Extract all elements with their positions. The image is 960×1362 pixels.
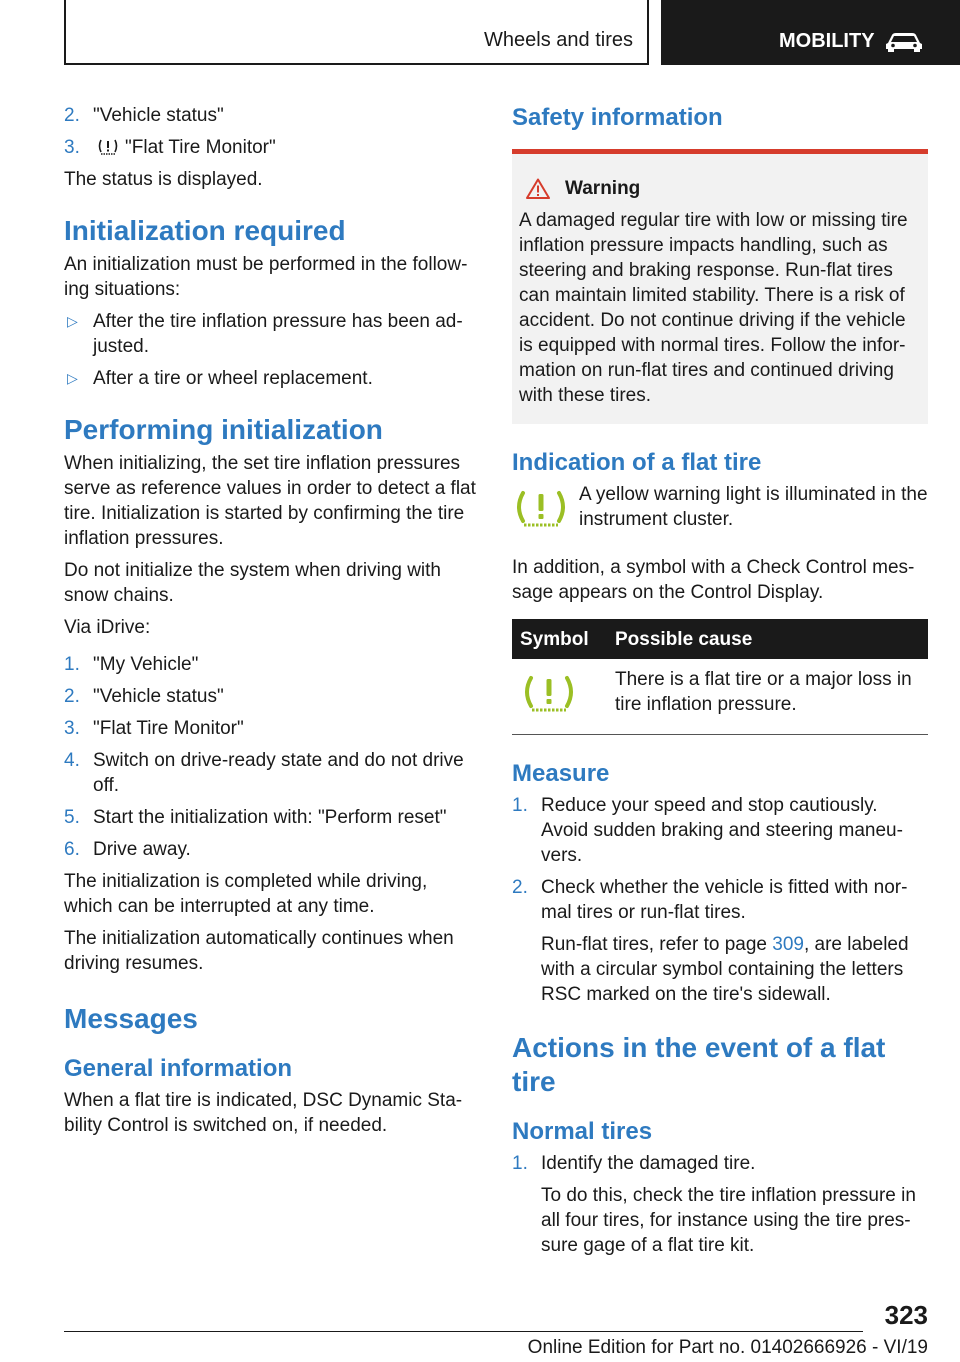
heading-indication-flat-tire: Indication of a flat tire xyxy=(512,449,762,476)
performing-p1: When initializing, the set tire inflation pressures serve as reference values in order to detect a flat tire. Initialization is started by confirming the tire inflation pressures. xyxy=(64,453,476,549)
list-item: 4. Switch on drive-ready state and do not drive off. xyxy=(64,750,464,796)
actions-steps xyxy=(512,1151,928,1258)
performing-p5: The initialization automatically continues when driving resumes. xyxy=(64,928,454,974)
tpms-warning-icon xyxy=(512,488,570,528)
performing-p3: Via iDrive: xyxy=(64,617,151,638)
heading-initialization-required: Initialization required xyxy=(64,215,346,246)
header-section-title: Wheels and tires xyxy=(484,29,633,51)
messages-text: When a flat tire is indicated, DSC Dynamic Sta‐bility Control is switched on, if needed. xyxy=(64,1090,463,1136)
heading-safety-information: Safety information xyxy=(512,104,723,131)
page-number: 323 xyxy=(884,1300,928,1330)
actions-step1-detail: To do this, check the tire inflation pressure in all four tires, for instance using the tire pres‐sure gage of a flat tire kit. xyxy=(541,1185,916,1256)
list-item: 2. Check whether the vehicle is fitted with nor‐mal tires or run-flat tires. Run-flat tires, refer to page 309, are labeled with a circular symbol containing the letters RSC marked on the tire's sidewall. xyxy=(512,875,928,1007)
left-column xyxy=(64,103,478,1145)
list-item: 2. "Vehicle status" xyxy=(64,105,224,126)
status-text: The status is displayed. xyxy=(64,169,263,190)
measure-step2-detail: Run-flat tires, refer to page 309, are labeled with a circular symbol containing the letters RSC marked on the tire's sidewall. xyxy=(541,934,909,1005)
edition-text: Online Edition for Part no. 01402666926 - VI/19 xyxy=(527,1337,928,1358)
heading-performing-initialization: Performing initialization xyxy=(64,414,383,445)
performing-p2: Do not initialize the system when driving with snow chains. xyxy=(64,560,442,606)
heading-actions-flat-tire: Actions in the event of a flat tire xyxy=(512,1032,886,1097)
init-required-list xyxy=(64,309,478,391)
indication-icon-text: A yellow warning light is illuminated in the instrument cluster. xyxy=(579,484,928,530)
heading-general-information: General information xyxy=(64,1055,293,1082)
footer-divider xyxy=(64,1331,863,1332)
list-item: 2. "Vehicle status" xyxy=(64,686,224,707)
right-column xyxy=(512,103,928,1265)
warning-box xyxy=(512,149,928,424)
heading-messages: Messages xyxy=(64,1003,198,1034)
triangle-bullet-icon: ▷ xyxy=(67,370,78,386)
warning-title-row xyxy=(519,176,920,201)
list-item: 3. "Flat Tire Monitor" xyxy=(64,718,244,739)
heading-measure: Measure xyxy=(512,760,610,787)
list-item: 1. "My Vehicle" xyxy=(64,654,199,675)
indication-p1: In addition, a symbol with a Check Control mes‐sage appears on the Control Display. xyxy=(512,557,915,603)
page-reference-link[interactable]: 309 xyxy=(772,934,804,955)
warning-title: Warning xyxy=(565,178,641,199)
list-item: 5. Start the initialization with: "Perform reset" xyxy=(64,807,447,828)
warning-text: A damaged regular tire with low or missing tire inflation pressure impacts handling, such as steering and braking response. Run-flat tires can maintain limited stability. There is a risk of accident. Do not continue driving if the vehicle is equipped with normal tires. Follow the infor‐mation on run-flat tires and continued driving with these tires. xyxy=(519,210,908,406)
header-chapter-title: MOBILITY xyxy=(779,30,875,52)
idrive-steps xyxy=(64,652,478,862)
table-row xyxy=(512,659,928,735)
list-item: ▷ After the tire inflation pressure has been ad‐justed. xyxy=(67,311,463,357)
list-item: 3. "Flat Tire Monitor" xyxy=(64,137,276,158)
warning-triangle-icon xyxy=(526,178,550,199)
tpms-warning-icon xyxy=(520,673,578,713)
heading-normal-tires: Normal tires xyxy=(512,1118,653,1145)
list-item-text: "Flat Tire Monitor" xyxy=(125,137,276,158)
measure-steps xyxy=(512,793,928,1007)
triangle-bullet-icon: ▷ xyxy=(67,313,78,329)
table-header-symbol: Symbol xyxy=(512,619,607,659)
car-icon xyxy=(884,29,924,53)
list-item: 1. Reduce your speed and stop cautiously. Avoid sudden braking and steering maneu‐vers. xyxy=(512,795,903,866)
performing-p4: The initialization is completed while driving, which can be interrupted at any time. xyxy=(64,871,428,917)
list-item-text: "Vehicle status" xyxy=(93,105,224,126)
header-section-box xyxy=(64,0,649,65)
list-item: 1. Identify the damaged tire. To do this, check the tire inflation pressure in all four tires, for instance using the tire pres‐sure gage of a flat tire kit. xyxy=(512,1151,928,1258)
top-list xyxy=(64,103,478,160)
header-chapter-box xyxy=(661,0,960,65)
symbol-cause-table xyxy=(512,619,928,735)
init-required-intro: An initialization must be performed in the follow‐ing situations: xyxy=(64,254,468,300)
list-item: 6. Drive away. xyxy=(64,839,191,860)
table-header-cause: Possible cause xyxy=(607,619,928,659)
table-cell-cause: There is a flat tire or a major loss in tire inflation pressure. xyxy=(607,659,928,735)
indication-icon-row xyxy=(512,482,928,535)
tpms-small-icon xyxy=(97,138,119,156)
list-item: ▷ After a tire or wheel replacement. xyxy=(67,368,373,389)
